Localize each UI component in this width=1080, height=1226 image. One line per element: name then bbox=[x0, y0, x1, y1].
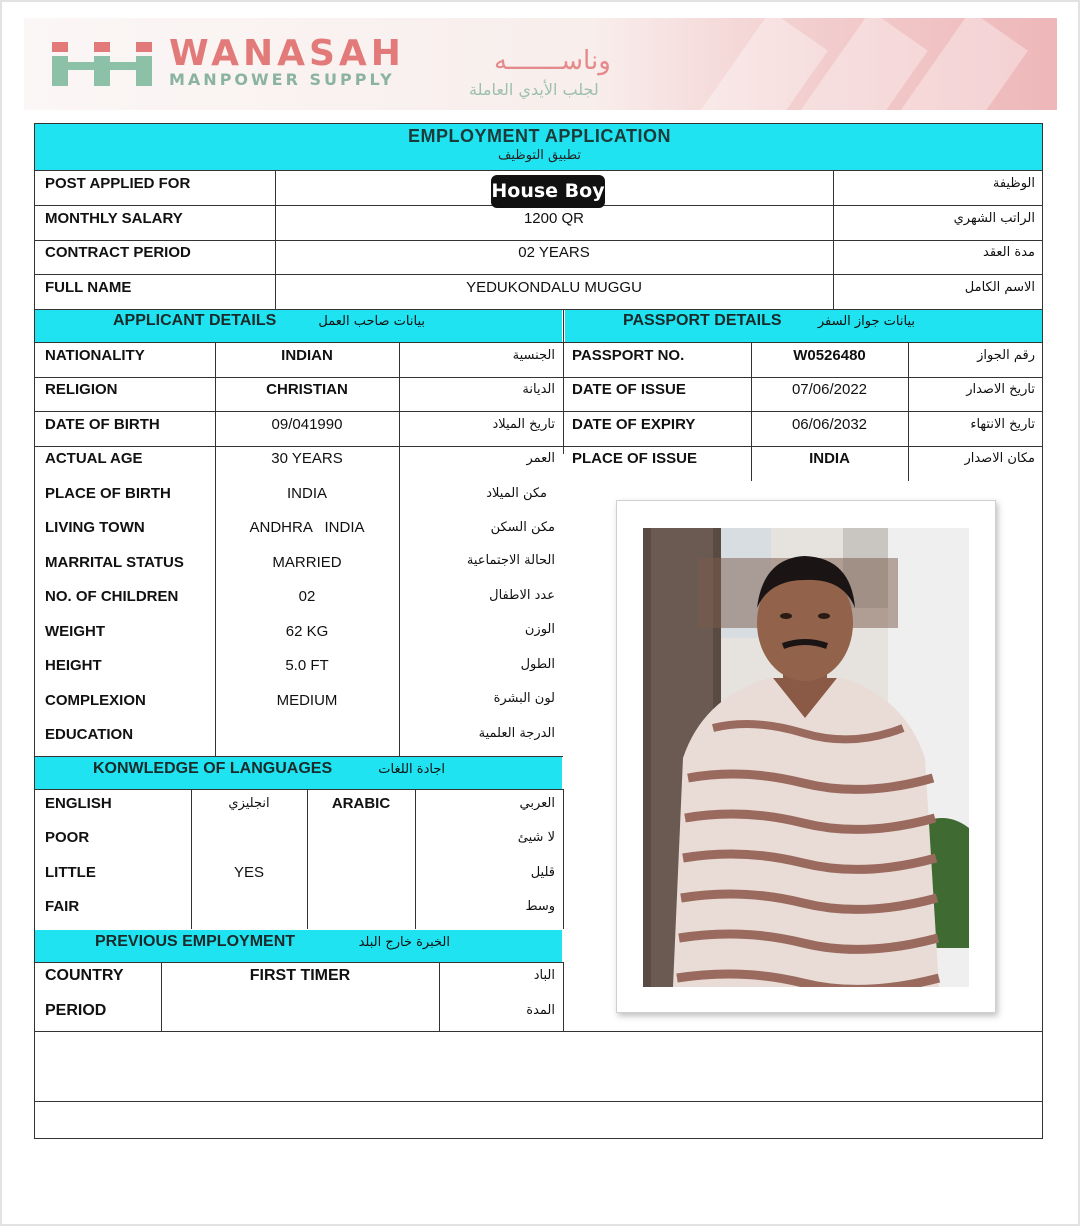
post-applied-label: POST APPLIED FOR bbox=[45, 175, 191, 192]
complexion-label-ar: لون البشرة bbox=[493, 691, 555, 706]
complexion-label: COMPLEXION bbox=[45, 692, 146, 709]
lang-little-english: YES bbox=[233, 864, 264, 881]
weight-label-ar: الوزن bbox=[524, 622, 555, 637]
lang-little-label: LITTLE bbox=[45, 864, 96, 881]
form-title: EMPLOYMENT APPLICATION bbox=[408, 126, 671, 146]
weight-value: 62 KG bbox=[285, 623, 329, 640]
salary-label-ar: الراتب الشهري bbox=[953, 211, 1035, 226]
country-value: FIRST TIMER bbox=[249, 967, 351, 984]
salary-value: 1200 QR bbox=[523, 210, 585, 227]
lang-english-label-ar: انجليزي bbox=[228, 796, 270, 811]
lang-english-label: ENGLISH bbox=[45, 795, 112, 812]
country-label: COUNTRY bbox=[45, 967, 124, 984]
living-town-value: ANDHRA INDIA bbox=[249, 519, 365, 536]
religion-value: CHRISTIAN bbox=[266, 381, 348, 398]
applicant-section-title: APPLICANT DETAILS bbox=[113, 312, 277, 329]
employment-form bbox=[34, 123, 1043, 1139]
issue-place-label: PLACE OF ISSUE bbox=[572, 450, 698, 467]
applicant-photo bbox=[643, 528, 969, 987]
dob-label: DATE OF BIRTH bbox=[45, 416, 160, 433]
lang-fair-label-ar: وسط bbox=[525, 899, 555, 914]
living-town-label-ar: مكن السكن bbox=[490, 520, 555, 535]
company-subtitle: MANPOWER SUPPLY bbox=[169, 70, 395, 89]
lang-arabic-label-ar: العربي bbox=[519, 796, 555, 811]
height-label-ar: الطول bbox=[520, 657, 555, 672]
passport-section-title-ar: بيانات جواز السفر bbox=[817, 314, 915, 329]
religion-label: RELIGION bbox=[45, 381, 118, 398]
expiry-date-label-ar: تاريخ الانتهاء bbox=[970, 417, 1035, 432]
company-name: WANASAH bbox=[169, 33, 405, 74]
lang-little-label-ar: قليل bbox=[530, 865, 555, 880]
age-label: ACTUAL AGE bbox=[45, 450, 143, 467]
issue-date-label: DATE OF ISSUE bbox=[572, 381, 686, 398]
full-name-label-ar: الاسم الكامل bbox=[964, 280, 1035, 295]
passport-no-label: PASSPORT NO. bbox=[572, 347, 685, 364]
applicant-photo-frame bbox=[616, 500, 996, 1013]
religion-label-ar: الديانة bbox=[522, 382, 555, 397]
issue-date-value: 07/06/2022 bbox=[791, 381, 868, 398]
lang-arabic-label: ARABIC bbox=[331, 795, 391, 812]
period-label: PERIOD bbox=[45, 1002, 107, 1019]
dob-label-ar: تاريخ الميلاد bbox=[492, 417, 555, 432]
birthplace-label: PLACE OF BIRTH bbox=[45, 485, 171, 502]
country-label-ar: الباد bbox=[533, 968, 555, 983]
expiry-date-label: DATE OF EXPIRY bbox=[572, 416, 696, 433]
person-portrait-icon bbox=[643, 528, 969, 987]
lang-poor-label-ar: لا شيئ bbox=[517, 830, 555, 845]
education-label-ar: الدرجة العلمية bbox=[478, 726, 555, 741]
company-name-arabic: وناســـــــه bbox=[494, 46, 611, 76]
full-name-value: YEDUKONDALU MUGGU bbox=[466, 279, 642, 296]
expiry-date-value: 06/06/2032 bbox=[791, 416, 868, 433]
company-subtitle-arabic: لجلب الأيدي العاملة bbox=[469, 80, 599, 99]
previous-section-title: PREVIOUS EMPLOYMENT bbox=[95, 933, 296, 950]
full-name-label: FULL NAME bbox=[45, 279, 132, 296]
birthplace-label-ar: مكن الميلاد bbox=[486, 486, 547, 501]
languages-section-title-ar: اجادة اللغات bbox=[378, 762, 445, 777]
height-label: HEIGHT bbox=[45, 657, 102, 674]
contract-label-ar: مدة العقد bbox=[983, 245, 1035, 260]
applicant-section-title-ar: بيانات صاحب العمل bbox=[318, 314, 425, 329]
children-label-ar: عدد الاطفال bbox=[489, 588, 555, 603]
salary-label: MONTHLY SALARY bbox=[45, 210, 183, 227]
height-value: 5.0 FT bbox=[285, 657, 329, 674]
post-applied-value: House Boy bbox=[491, 175, 605, 208]
lang-fair-label: FAIR bbox=[45, 898, 80, 915]
marital-status-label-ar: الحالة الاجتماعية bbox=[466, 553, 555, 568]
children-label: NO. OF CHILDREN bbox=[45, 588, 179, 605]
form-title-arabic: تطبيق التوظيف bbox=[497, 148, 582, 163]
passport-no-value: W0526480 bbox=[793, 347, 866, 364]
living-town-label: LIVING TOWN bbox=[45, 519, 145, 536]
issue-date-label-ar: تاريخ الاصدار bbox=[966, 382, 1035, 397]
age-label-ar: العمر bbox=[526, 451, 555, 466]
complexion-value: MEDIUM bbox=[276, 692, 338, 709]
birthplace-value: INDIA bbox=[286, 485, 327, 502]
header-banner bbox=[24, 18, 1057, 110]
age-value: 30 YEARS bbox=[271, 450, 343, 467]
passport-section-title: PASSPORT DETAILS bbox=[623, 312, 782, 329]
marital-status-value: MARRIED bbox=[272, 554, 342, 571]
languages-section-title: KONWLEDGE OF LANGUAGES bbox=[93, 760, 333, 777]
previous-section-title-ar: الخبرة خارج البلد bbox=[358, 935, 450, 950]
nationality-value: INDIAN bbox=[281, 347, 333, 364]
period-label-ar: المدة bbox=[526, 1003, 555, 1018]
weight-label: WEIGHT bbox=[45, 623, 105, 640]
contract-value: 02 YEARS bbox=[518, 244, 590, 261]
education-label: EDUCATION bbox=[45, 726, 134, 743]
issue-place-value: INDIA bbox=[809, 450, 850, 467]
contract-label: CONTRACT PERIOD bbox=[45, 244, 191, 261]
issue-place-label-ar: مكان الاصدار bbox=[964, 451, 1035, 466]
children-value: 02 bbox=[298, 588, 316, 605]
nationality-label-ar: الجنسية bbox=[512, 348, 555, 363]
marital-status-label: MARRITAL STATUS bbox=[45, 554, 184, 571]
nationality-label: NATIONALITY bbox=[45, 347, 145, 364]
post-applied-label-ar: الوظيفة bbox=[992, 176, 1035, 191]
lang-poor-label: POOR bbox=[45, 829, 90, 846]
passport-no-label-ar: رقم الجواز bbox=[977, 348, 1035, 363]
company-logo-icon bbox=[52, 42, 162, 86]
dob-value: 09/041990 bbox=[271, 416, 343, 433]
